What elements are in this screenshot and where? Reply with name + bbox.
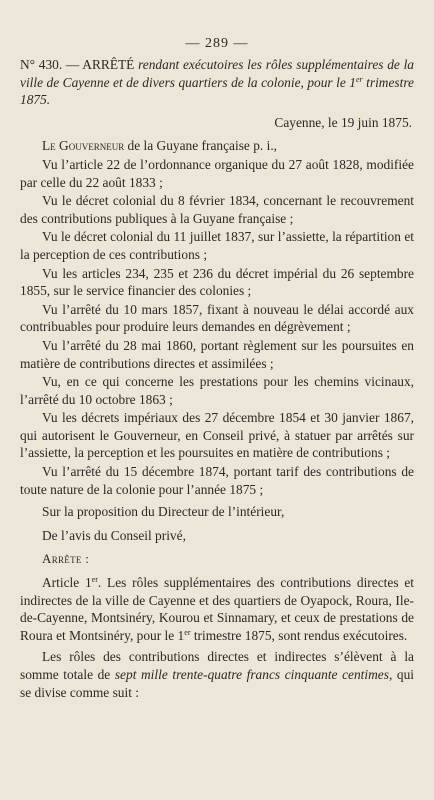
article-1-sup2: er [184, 627, 191, 637]
article-1-text-b: trimestre 1875, sont rendus exécutoires. [190, 627, 408, 643]
decree-title-part2: trimestre 1875. [20, 74, 414, 108]
decree-word: ARRÊTÉ [82, 57, 135, 72]
decree-title [20, 57, 414, 107]
considerant-6: Vu l’arrêté du 28 mai 1860, portant règlement sur les poursuites en matière de contributions directes et assimilées ; [20, 337, 414, 371]
article-1 [20, 574, 414, 644]
considerant-5: Vu l’arrêté du 10 mars 1857, fixant à nouveau le délai accordé aux contribuables pour produire leurs demandes en dégrèvement ; [20, 301, 414, 335]
avis-line: De l’avis du Conseil privé, [42, 527, 186, 543]
considerant-1: Vu l’article 22 de l’ordonnance organique du 27 août 1828, modifiée par celle du 22 août 1833 ; [20, 156, 414, 190]
total-text-a: Les rôles des contributions directes et indirectes s’élèvent à la somme totale de [20, 649, 414, 682]
considerant-9: Vu l’arrêté du 15 décembre 1874, portant tarif des contributions de toute nature de la colonie pour l’année 1875 ; [20, 464, 414, 497]
arrete-label: Arrête : [42, 551, 90, 567]
governor-title: Le Gouverneur [42, 138, 125, 154]
article-1-sup: er [91, 575, 98, 585]
total-paragraph [20, 648, 414, 701]
article-1-text-a: . Les rôles supplémentaires des contributions directes et indirectes de la ville de Cayenne et des quartiers de Oyapock, Roura, Ile-de-Cayenne, Montsinéry, Kourou et Sinnamary, et ceux de prestations de Roura et Montsinéry, pour le 1 [20, 575, 414, 643]
decree-heading [20, 56, 414, 109]
page-number: — 289 — [185, 36, 249, 51]
total-amount: sept mille trente-quatre francs cinquante centimes [114, 667, 389, 682]
considerant-2: Vu le décret colonial du 8 février 1834, concernant le recouvrement des contributions publiques à la Guyane française ; [20, 193, 414, 226]
decree-number: N° 430. — [20, 57, 80, 72]
governor-rest: de la Guyane française p. i., [124, 138, 278, 154]
decree-title-part1: rendant exécutoires les rôles supplémentaires de la ville de Cayenne et de divers quartiers de la colonie, pour le 1 [20, 57, 415, 90]
document-body [20, 56, 414, 701]
considerant-8: Vu les décrets impériaux des 27 décembre 1854 et 30 janvier 1867, qui autorisent le Gouverneur, en Conseil privé, à statuer par arrêtés sur l’assiette, la perception et les poursuites en matière de contributions ; [20, 410, 414, 461]
article-1-label: Article 1 [42, 575, 92, 591]
governor-line [20, 137, 414, 155]
proposition-line: Sur la proposition du Directeur de l’intérieur, [42, 504, 285, 520]
considerant-7: Vu, en ce qui concerne les prestations pour les chemins vicinaux, l’arrêté du 10 octobre 1863 ; [20, 374, 414, 407]
considerant-3: Vu le décret colonial du 11 juillet 1837, sur l’assiette, la répartition et la perception de ces contributions ; [20, 229, 414, 262]
place-date: Cayenne, le 19 juin 1875. [274, 114, 412, 130]
considerant-4: Vu les articles 234, 235 et 236 du décret impérial du 26 septembre 1855, sur le service financier des colonies ; [20, 265, 414, 299]
total-text-b: , qui se divise comme suit : [20, 667, 415, 700]
decree-title-sup: er [355, 74, 363, 84]
